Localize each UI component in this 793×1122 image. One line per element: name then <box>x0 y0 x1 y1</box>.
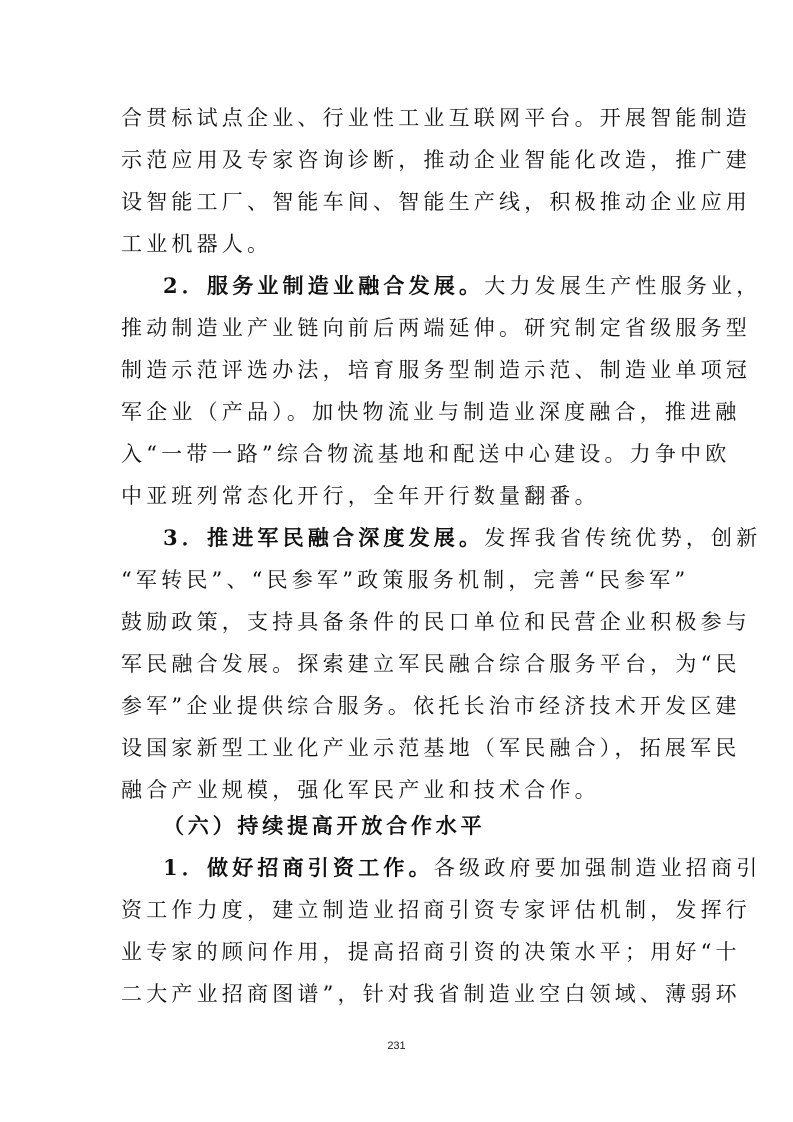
body-line: 中亚班列常态化开行，全年开行数量翻番。 <box>121 484 600 508</box>
paragraph-first-line <box>163 520 762 556</box>
body-line: 业专家的顾问作用，提高招商引资的决策水平；用好“十 <box>121 940 741 964</box>
body-line: 军企业（产品）。加快物流业与制造业深度融合，推进融 <box>121 400 741 424</box>
body-line: 工业机器人。 <box>121 232 273 256</box>
body-line: 军民融合发展。探索建立军民融合综合服务平台，为“民 <box>121 652 741 676</box>
body-line: 二大产业招商图谱”，针对我省制造业空白领域、薄弱环 <box>121 982 741 1006</box>
paragraph-text: 大力发展生产性服务业， <box>484 274 762 298</box>
body-line: “军转民”、“民参军”政策服务机制，完善“民参军” <box>121 568 690 592</box>
paragraph-lead: 3．推进军民融合深度发展。 <box>163 525 485 550</box>
body-line: 推动制造业产业链向前后两端延伸。研究制定省级服务型 <box>121 316 751 340</box>
body-line: 合贯标试点企业、行业性工业互联网平台。开展智能制造 <box>121 106 751 130</box>
body-line: 参军”企业提供综合服务。依托长治市经济技术开发区建 <box>121 694 741 718</box>
paragraph-lead: 1．做好招商引资工作。 <box>163 855 434 880</box>
body-line: 示范应用及专家咨询诊断，推动企业智能化改造，推广建 <box>121 148 751 172</box>
paragraph-text: 各级政府要加强制造业招商引 <box>433 856 762 880</box>
body-line: 设智能工厂、智能车间、智能生产线，积极推动企业应用 <box>121 190 751 214</box>
paragraph-first-line <box>163 268 762 304</box>
body-line: 鼓励政策，支持具备条件的民口单位和民营企业积极参与 <box>121 610 751 634</box>
paragraph-lead: 2．服务业制造业融合发展。 <box>163 273 485 298</box>
paragraph-text: 发挥我省传统优势，创新 <box>484 526 762 550</box>
section-heading: （六）持续提高开放合作水平 <box>163 813 486 838</box>
paragraph-first-line <box>163 850 762 886</box>
body-line: 融合产业规模，强化军民产业和技术合作。 <box>121 778 600 802</box>
page-number: 231 <box>387 1040 406 1052</box>
body-line: 制造示范评选办法，培育服务型制造示范、制造业单项冠 <box>121 358 751 382</box>
body-line: 入“一带一路”综合物流基地和配送中心建设。力争中欧 <box>121 442 731 466</box>
body-line: 资工作力度，建立制造业招商引资专家评估机制，发挥行 <box>121 898 751 922</box>
body-line: 设国家新型工业化产业示范基地（军民融合），拓展军民 <box>121 736 741 760</box>
